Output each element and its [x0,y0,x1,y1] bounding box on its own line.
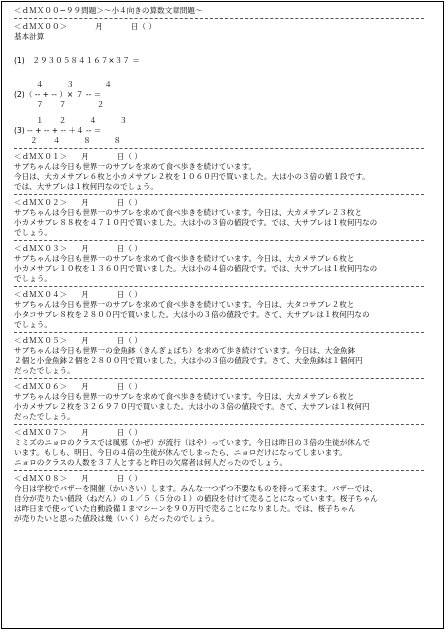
divider [14,18,424,19]
day-label: 日（ ） [116,244,142,253]
question-text-line: サブちゃんは今日も世界一のサブレを求めて食べ歩きを続けています。今日は、大タコサブレ２枚と [14,300,355,309]
question-06 [14,382,432,422]
question-id: ＜ｄＭＸ０６＞ [14,382,68,391]
question-header [14,336,432,346]
question-text-line: でしょう。 [14,274,52,283]
month-label: 月 [81,152,89,161]
question-header [14,474,432,484]
month-label: 月 [81,290,89,299]
fraction-denominators: ２ ４ ８ ８ [30,136,122,145]
section-label: 基本計算 [14,32,45,41]
question-text-line: 自分が売りたい値段（ねだん）の１／５（５分の１）の値段を付けて売ることになっています。桜子ちゃん [14,494,378,503]
question-text-line: サブちゃんは今日も世界一のサブレを求めて食べ歩きを続けています。今日は、大カメサブレ６枚と [14,392,355,401]
worksheet [14,6,432,524]
day-label: 日（ ） [116,336,142,345]
question-header [14,22,432,32]
fraction-numerators: ４ ３ ４ [36,80,112,89]
day-label: 日（ ） [130,22,156,31]
fraction-expression: (2)（ -- + -- ）× ７ -- ＝ [14,90,102,99]
question-text-line: 小タコサブレ８枚を２８００円で買いました。大は小の３倍の値段です。さて、大サブレは１枚何円なの [14,310,370,319]
calc-problem-2 [14,80,432,110]
question-05 [14,336,432,376]
month-label: 月 [81,336,89,345]
month-label: 月 [81,198,89,207]
question-id: ＜ｄＭＸ０５＞ [14,336,68,345]
question-02 [14,198,432,238]
month-label: 月 [81,474,89,483]
calc-problem-3 [14,116,432,146]
question-01 [14,152,432,192]
day-label: 日（ ） [116,382,142,391]
question-04 [14,290,432,330]
question-id: ＜ｄＭＸ００＞ [14,22,68,31]
month-label: 月 [81,428,89,437]
month-label: 月 [95,22,103,31]
day-label: 日（ ） [116,198,142,207]
question-header [14,198,432,208]
divider [14,424,424,425]
day-label: 日（ ） [116,152,142,161]
month-label: 月 [81,244,89,253]
question-text-line: ミミズのニョロのクラスでは風邪（かぜ）が流行（はや）っています。今日は昨日の３倍の生徒が休んで [14,438,371,447]
question-header [14,382,432,392]
question-header [14,244,432,254]
question-text-line: は昨日まで使っていた自動設備１まマシーンを９０万円で売ることになりました。では、桜子ちゃん [14,504,356,513]
question-text-line: サブちゃんは今日も世界一の金魚鉢（きんぎょばち）を求めて歩き続けています。今日は、大金魚鉢 [14,346,356,355]
divider [14,240,424,241]
question-header [14,290,432,300]
question-text-line: 今日は学校でバザーを開催（かいさい）します。みんな一つずつ不要なものを持って来ます。バザーでは、 [14,484,378,493]
question-00 [14,22,432,146]
question-header [14,152,432,162]
fraction-expression: (3) -- + -- + -- ＋４ -- ＝ [14,126,102,135]
question-id: ＜ｄＭＸ０１＞ [14,152,68,161]
question-text-line: います。もしも、明日、今日の４倍の生徒が休んでしまったら、ニョロだけになってしまいます。 [14,448,347,457]
month-label: 月 [81,382,89,391]
question-text-line: 今日は、大カメサブレ６枚と小カメサブレ２枚を１０６０円で買いました。大は小の３倍の値１段です。 [14,172,370,181]
question-id: ＜ｄＭＸ０７＞ [14,428,68,437]
question-text-line: サブちゃんは今日も世界一のサブレを求めて食べ歩きを続けています。今日は、大カメサブレ６枚と [14,254,355,263]
question-text-line: 小カメサブレ１０枚を１３６０円で買いました。大は小の４倍の値段です。では、大サブレは１枚何円なの [14,264,378,273]
day-label: 日（ ） [116,474,142,483]
divider [14,286,424,287]
question-id: ＜ｄＭＸ０４＞ [14,290,68,299]
question-text-line: サブちゃんは今日も世界一のサブレを求めて食べ歩きを続けています。今日は、大カメサブレ２３枚と [14,208,363,217]
question-text-line: が売りたいと思った値段は幾（いく）らだったのでしょう。 [14,514,220,523]
question-id: ＜ｄＭＸ０８＞ [14,474,68,483]
question-08 [14,474,432,524]
question-text-line: だったでしょう。 [14,366,75,375]
divider [14,470,424,471]
fraction-denominators: ７ ７ ２ [36,100,105,109]
divider [14,332,424,333]
question-header [14,428,432,438]
question-text-line: でしょう。 [14,320,52,329]
question-text-line: だったでしょう。 [14,412,75,421]
question-text-line: 小カメサブレ８８枚を４７１０円で買いました。大は小の３倍の値段です。では、大サブレは１枚何円なの [14,218,378,227]
question-text-line: 小カメサブレ２枚を３２６９７０円で買いました。大は小の３倍の値段です。さて、大サブレは１枚何円 [14,402,370,411]
divider [14,194,424,195]
question-03 [14,244,432,284]
question-text-line: では、大サブレは１枚何円なのでしょう。 [14,182,158,191]
worksheet-title: ＜ｄＭＸ００~９９問題＞～小４向きの算数文章問題～ [14,6,203,15]
question-id: ＜ｄＭＸ０３＞ [14,244,68,253]
question-text-line: サブちゃんは今日も世界一のサブレを求めて食べ歩きを続けています。 [14,162,257,171]
calc-problem-1: (1) ２９３０５８４１６７×３７ ＝ [14,56,140,65]
divider [14,378,424,379]
day-label: 日（ ） [116,428,142,437]
question-id: ＜ｄＭＸ０２＞ [14,198,68,207]
fraction-numerators: １ ２ ４ ３ [36,116,128,125]
question-text-line: ２個と小金魚鉢２個を２８００円で買いました。大は小の３倍の値段です。さて、大金魚鉢は１個何円 [14,356,363,365]
divider [14,148,424,149]
question-text-line: ニョロのクラスの人数を３７人とすると昨日の欠席者は何人だったのでしょう。 [14,458,288,467]
question-text-line: でしょう。 [14,228,52,237]
question-07 [14,428,432,468]
day-label: 日（ ） [116,290,142,299]
